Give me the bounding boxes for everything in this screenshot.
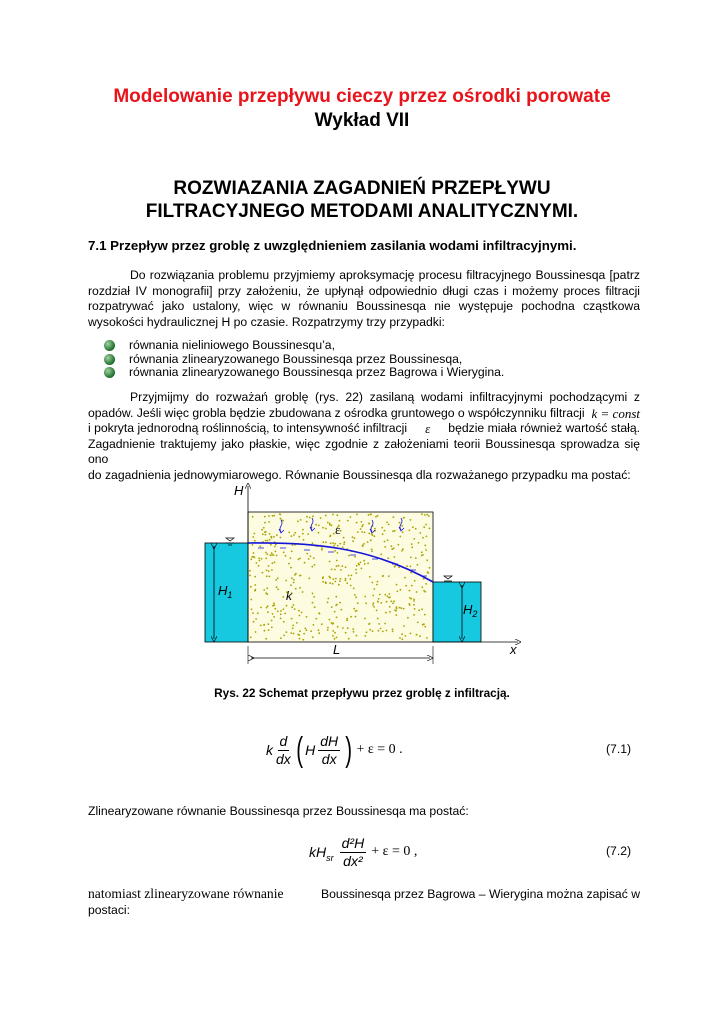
case-list <box>104 339 504 380</box>
eq2-num: d²H <box>341 834 365 851</box>
eq1-k: k <box>266 742 273 758</box>
intro-paragraph: Do rozwiązania problemu przyjmiemy aproksymację procesu filtracyjnego Boussinesqa [patrz rozdział IV monografii] przy założeniu, że upłynął odpowiednio długi czas i możemy proces filtracji rozpatrywać jako ustalony, więc w równaniu Boussinesqa nie występuje pochodna cząstkowa wysokości hydraulicznej H po czasie. Rozpatrzymy trzy przypadki: <box>88 268 640 329</box>
eq2-intro: Zlinearyzowane równanie Boussinesqa przez Boussinesqa ma postać: <box>88 804 469 818</box>
course-title: Modelowanie przepływu cieczy przez ośrodki porowate <box>113 86 611 107</box>
dam-diagram <box>200 478 530 674</box>
dam-paragraph-line3-end: będzie miała również wartość stałą. <box>448 421 640 436</box>
chapter-title-line1: ROZWIAZANIA ZAGADNIEŃ PRZEPŁYWU <box>173 178 551 199</box>
eq2-sub: sr <box>326 853 334 863</box>
x-axis-label: x <box>510 642 517 657</box>
k-label: k <box>286 589 292 603</box>
eq1-fraction-outer <box>276 733 291 768</box>
h2-label: $H_2$ <box>463 602 478 619</box>
list-item <box>104 366 504 380</box>
eq1-rest: + ε = 0 . <box>356 742 403 757</box>
epsilon-label: ε <box>335 522 341 537</box>
final-paragraph <box>88 886 640 918</box>
h-axis-label: H <box>234 483 244 498</box>
dam-paragraph-line3 <box>88 421 640 437</box>
equation-7-2 <box>309 832 417 872</box>
k-const-formula: k = const <box>591 405 640 421</box>
chapter-title-line2: FILTRACYJNEGO METODAMI ANALITYCZNYMI. <box>145 201 579 222</box>
dam-paragraph-line2 <box>88 406 640 422</box>
equation-number-7-1: (7.1) <box>606 742 632 756</box>
eq2-rest: + ε = 0 , <box>371 844 418 859</box>
eq2-k: kH <box>309 844 327 860</box>
list-item-text: równania zlinearyzowanego Boussinesqa przez Boussinesqa, <box>129 351 463 366</box>
eq1-h: H <box>305 742 316 758</box>
bullet-icon <box>104 340 115 351</box>
eq1-fraction-inner <box>318 733 340 768</box>
right-water-level-icon <box>444 576 452 581</box>
eq1-den2: dx <box>321 750 337 767</box>
eq1-paren-open: ( <box>296 731 303 769</box>
section-heading: 7.1 Przepływ przez groblę z uwzględnieniem zasilania wodami infiltracyjnymi. <box>88 238 577 253</box>
equation-7-1 <box>266 730 403 770</box>
h1-label: $H_1$ <box>218 583 233 600</box>
final-paragraph-line2: postaci: <box>88 902 131 917</box>
bullet-icon <box>104 367 115 378</box>
eq1-den: dx <box>276 750 291 767</box>
lecture-number: Wykład VII <box>314 110 410 131</box>
final-paragraph-serif: natomiast zlinearyzowane równanie <box>88 886 284 901</box>
dam-paragraph-line1: Przyjmijmy do rozważań groblę (rys. 22) zasilaną wodami infiltracyjnymi pochodzącymi z <box>130 390 640 404</box>
list-item-text: równania zlinearyzowanego Boussinesqa przez Bagrowa i Wierygina. <box>129 365 505 380</box>
list-item <box>104 339 504 353</box>
eq1-paren-close: ) <box>345 731 353 769</box>
epsilon-symbol: ε <box>425 421 431 437</box>
dam-paragraph-line4: Zagadnienie traktujemy jako płaskie, więc zgodnie z założeniami teorii Boussinesqa sprowadza się ono <box>88 436 640 467</box>
eq2-den: dx² <box>343 852 363 869</box>
eq1-num: d <box>279 732 288 749</box>
dam-paragraph-line5: do zagadnienia jednowymiarowego. Równanie Boussinesqa dla rozważanego przypadku ma postać: <box>88 467 631 482</box>
final-paragraph-line1 <box>88 886 640 903</box>
figure-caption: Rys. 22 Schemat przepływu przez groblę z infiltracją. <box>214 686 510 700</box>
l-label: L <box>333 642 341 657</box>
eq2-fraction <box>340 835 367 870</box>
list-item-text: równania nieliniowego Boussinesqu’a, <box>129 338 335 352</box>
eq1-num2: dH <box>320 732 339 749</box>
dam-paragraph <box>88 390 640 484</box>
dam-paragraph-line3-text: i pokryta jednorodną roślinnością, to intensywność infiltracji <box>88 421 408 436</box>
equation-number-7-2: (7.2) <box>606 844 632 858</box>
final-paragraph-line1-text: Boussinesqa przez Bagrowa – Wierygina można zapisać w <box>320 887 640 901</box>
list-item <box>104 353 504 367</box>
bullet-icon <box>104 354 115 365</box>
dam-paragraph-line2-text: opadów. Jeśli więc grobla będzie zbudowana z ośrodka gruntowego o współczynniku filtracji <box>88 405 585 420</box>
